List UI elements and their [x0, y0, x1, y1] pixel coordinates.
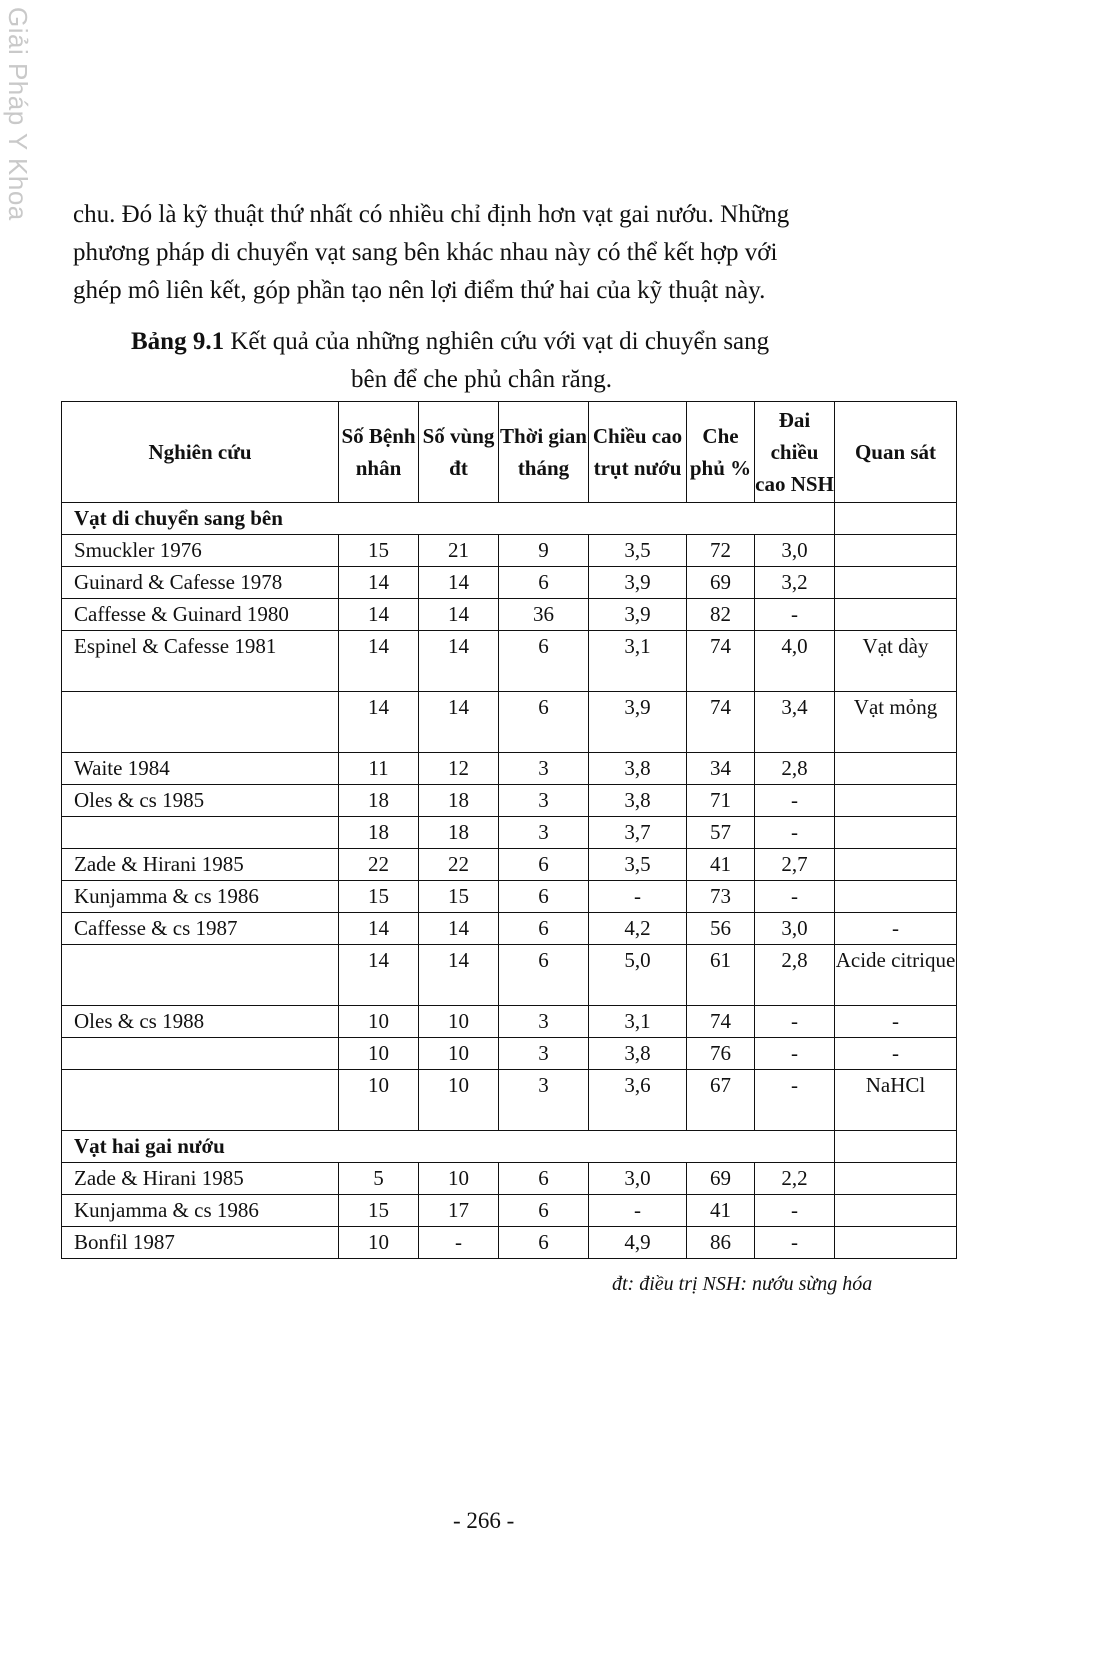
table-row	[62, 599, 957, 631]
cell-coverage: 41	[687, 849, 755, 881]
cell-patients: 15	[339, 535, 419, 567]
cell-keratinized-height: -	[755, 1006, 835, 1038]
cell-coverage: 67	[687, 1070, 755, 1131]
cell-keratinized-height: -	[755, 785, 835, 817]
cell-coverage: 72	[687, 535, 755, 567]
header-sites: Số vùng đt	[419, 402, 499, 503]
cell-duration: 6	[499, 945, 589, 1006]
cell-recession-height: 3,5	[589, 849, 687, 881]
table-row	[62, 535, 957, 567]
cell-coverage: 69	[687, 567, 755, 599]
cell-sites: 10	[419, 1038, 499, 1070]
cell-patients: 14	[339, 692, 419, 753]
cell-coverage: 71	[687, 785, 755, 817]
cell-sites: 18	[419, 785, 499, 817]
cell-patients: 22	[339, 849, 419, 881]
cell-recession-height: 3,5	[589, 535, 687, 567]
cell-observation	[835, 599, 957, 631]
cell-observation: NaHCl	[835, 1070, 957, 1131]
cell-patients: 15	[339, 881, 419, 913]
cell-study: Zade & Hirani 1985	[62, 849, 339, 881]
cell-patients: 10	[339, 1227, 419, 1259]
table-row	[62, 817, 957, 849]
cell-patients: 10	[339, 1006, 419, 1038]
cell-study	[62, 817, 339, 849]
cell-duration: 3	[499, 785, 589, 817]
cell-recession-height: 3,6	[589, 1070, 687, 1131]
cell-keratinized-height: 4,0	[755, 631, 835, 692]
table-row	[62, 1038, 957, 1070]
cell-observation: -	[835, 1006, 957, 1038]
cell-study: Kunjamma & cs 1986	[62, 1195, 339, 1227]
table-row	[62, 849, 957, 881]
cell-duration: 6	[499, 849, 589, 881]
cell-duration: 6	[499, 881, 589, 913]
section-empty-cell	[835, 503, 957, 535]
cell-keratinized-height: 3,0	[755, 913, 835, 945]
cell-patients: 14	[339, 945, 419, 1006]
cell-keratinized-height: -	[755, 599, 835, 631]
body-paragraph	[73, 196, 943, 310]
cell-keratinized-height: 2,8	[755, 945, 835, 1006]
section-label: Vạt di chuyển sang bên	[62, 503, 835, 535]
cell-coverage: 74	[687, 631, 755, 692]
header-patients: Số Bệnh nhân	[339, 402, 419, 503]
cell-study: Waite 1984	[62, 753, 339, 785]
cell-study: Kunjamma & cs 1986	[62, 881, 339, 913]
cell-recession-height: 4,2	[589, 913, 687, 945]
cell-duration: 9	[499, 535, 589, 567]
cell-patients: 10	[339, 1070, 419, 1131]
cell-patients: 14	[339, 567, 419, 599]
cell-observation	[835, 535, 957, 567]
cell-sites: 10	[419, 1163, 499, 1195]
cell-study: Oles & cs 1988	[62, 1006, 339, 1038]
cell-observation	[835, 1227, 957, 1259]
cell-sites: 14	[419, 631, 499, 692]
table-row	[62, 1195, 957, 1227]
cell-observation	[835, 817, 957, 849]
cell-sites: 10	[419, 1070, 499, 1131]
cell-duration: 6	[499, 1163, 589, 1195]
cell-study: Caffesse & cs 1987	[62, 913, 339, 945]
table-row	[62, 567, 957, 599]
cell-coverage: 41	[687, 1195, 755, 1227]
table-row	[62, 1227, 957, 1259]
cell-duration: 6	[499, 631, 589, 692]
table-row	[62, 753, 957, 785]
cell-keratinized-height: -	[755, 881, 835, 913]
cell-recession-height: -	[589, 881, 687, 913]
cell-coverage: 69	[687, 1163, 755, 1195]
cell-coverage: 86	[687, 1227, 755, 1259]
paragraph-line: ghép mô liên kết, góp phần tạo nên lợi điểm thứ hai của kỹ thuật này.	[73, 277, 766, 304]
cell-study: Smuckler 1976	[62, 535, 339, 567]
table-caption-continued: bên để che phủ chân răng.	[351, 366, 612, 393]
cell-recession-height: 3,7	[589, 817, 687, 849]
cell-observation: -	[835, 1038, 957, 1070]
cell-recession-height: 3,9	[589, 692, 687, 753]
cell-study: Guinard & Cafesse 1978	[62, 567, 339, 599]
cell-recession-height: 3,9	[589, 599, 687, 631]
cell-patients: 18	[339, 817, 419, 849]
cell-patients: 18	[339, 785, 419, 817]
cell-sites: 17	[419, 1195, 499, 1227]
cell-keratinized-height: 3,0	[755, 535, 835, 567]
cell-keratinized-height: -	[755, 1195, 835, 1227]
cell-observation	[835, 849, 957, 881]
cell-observation	[835, 567, 957, 599]
cell-recession-height: -	[589, 1195, 687, 1227]
section-empty-cell	[835, 1131, 957, 1163]
cell-study	[62, 1038, 339, 1070]
cell-duration: 6	[499, 692, 589, 753]
cell-duration: 3	[499, 1038, 589, 1070]
cell-patients: 14	[339, 913, 419, 945]
cell-recession-height: 3,9	[589, 567, 687, 599]
cell-patients: 15	[339, 1195, 419, 1227]
cell-duration: 6	[499, 1227, 589, 1259]
cell-coverage: 73	[687, 881, 755, 913]
cell-duration: 6	[499, 913, 589, 945]
cell-sites: 10	[419, 1006, 499, 1038]
cell-recession-height: 3,8	[589, 1038, 687, 1070]
cell-recession-height: 3,0	[589, 1163, 687, 1195]
header-recession-height: Chiều cao trụt nướu	[589, 402, 687, 503]
cell-sites: 14	[419, 692, 499, 753]
cell-recession-height: 3,1	[589, 631, 687, 692]
cell-duration: 6	[499, 567, 589, 599]
header-keratinized-height: Đai chiều cao NSH	[755, 402, 835, 503]
cell-coverage: 82	[687, 599, 755, 631]
cell-sites: 21	[419, 535, 499, 567]
cell-sites: 22	[419, 849, 499, 881]
cell-recession-height: 3,8	[589, 753, 687, 785]
paragraph-line: chu. Đó là kỹ thuật thứ nhất có nhiều chỉ định hơn vạt gai nướu. Những	[73, 201, 790, 228]
cell-observation	[835, 785, 957, 817]
cell-keratinized-height: 2,8	[755, 753, 835, 785]
cell-keratinized-height: -	[755, 1038, 835, 1070]
cell-duration: 3	[499, 1006, 589, 1038]
cell-patients: 10	[339, 1038, 419, 1070]
table-row	[62, 1163, 957, 1195]
cell-coverage: 34	[687, 753, 755, 785]
cell-observation	[835, 881, 957, 913]
cell-recession-height: 5,0	[589, 945, 687, 1006]
cell-keratinized-height: 2,2	[755, 1163, 835, 1195]
section-label: Vạt hai gai nướu	[62, 1131, 835, 1163]
cell-coverage: 61	[687, 945, 755, 1006]
cell-keratinized-height: 3,4	[755, 692, 835, 753]
cell-sites: 18	[419, 817, 499, 849]
cell-keratinized-height: -	[755, 817, 835, 849]
table-footnote: đt: điều trị NSH: nướu sừng hóa	[612, 1273, 873, 1295]
table-row	[62, 785, 957, 817]
cell-sites: 14	[419, 567, 499, 599]
header-study: Nghiên cứu	[62, 402, 339, 503]
cell-coverage: 74	[687, 692, 755, 753]
cell-study: Oles & cs 1985	[62, 785, 339, 817]
watermark: Giải Pháp Y Khoa	[3, 7, 33, 221]
cell-duration: 6	[499, 1195, 589, 1227]
table-row	[62, 692, 957, 753]
cell-observation	[835, 753, 957, 785]
cell-observation	[835, 1195, 957, 1227]
cell-sites: -	[419, 1227, 499, 1259]
cell-keratinized-height: -	[755, 1227, 835, 1259]
cell-sites: 14	[419, 599, 499, 631]
header-coverage: Che phủ %	[687, 402, 755, 503]
cell-recession-height: 4,9	[589, 1227, 687, 1259]
section-row	[62, 1131, 957, 1163]
header-observation: Quan sát	[835, 402, 957, 503]
cell-observation: Vạt dày	[835, 631, 957, 692]
table-caption-label: Bảng 9.1	[131, 328, 225, 355]
table-body	[62, 503, 957, 1259]
table-row	[62, 1070, 957, 1131]
cell-duration: 36	[499, 599, 589, 631]
cell-coverage: 57	[687, 817, 755, 849]
paragraph-line: phương pháp di chuyển vạt sang bên khác nhau này có thể kết hợp với	[73, 239, 778, 266]
table-caption	[131, 328, 769, 356]
cell-observation	[835, 1163, 957, 1195]
cell-coverage: 74	[687, 1006, 755, 1038]
cell-coverage: 56	[687, 913, 755, 945]
results-table	[61, 401, 957, 1259]
table-row	[62, 945, 957, 1006]
table-row	[62, 631, 957, 692]
section-row	[62, 503, 957, 535]
cell-coverage: 76	[687, 1038, 755, 1070]
cell-sites: 14	[419, 945, 499, 1006]
page-number: - 266 -	[453, 1508, 515, 1533]
cell-study: Bonfil 1987	[62, 1227, 339, 1259]
cell-sites: 14	[419, 913, 499, 945]
cell-keratinized-height: 3,2	[755, 567, 835, 599]
cell-duration: 3	[499, 753, 589, 785]
cell-study: Zade & Hirani 1985	[62, 1163, 339, 1195]
table-row	[62, 1006, 957, 1038]
cell-observation: Vạt mỏng	[835, 692, 957, 753]
cell-study: Caffesse & Guinard 1980	[62, 599, 339, 631]
cell-keratinized-height: 2,7	[755, 849, 835, 881]
table-caption-text: Kết quả của những nghiên cứu với vạt di chuyển sang	[224, 328, 770, 355]
cell-keratinized-height: -	[755, 1070, 835, 1131]
cell-observation: -	[835, 913, 957, 945]
cell-duration: 3	[499, 1070, 589, 1131]
header-duration: Thời gian tháng	[499, 402, 589, 503]
cell-sites: 15	[419, 881, 499, 913]
cell-patients: 5	[339, 1163, 419, 1195]
cell-recession-height: 3,1	[589, 1006, 687, 1038]
cell-study	[62, 945, 339, 1006]
cell-study: Espinel & Cafesse 1981	[62, 631, 339, 692]
cell-patients: 14	[339, 599, 419, 631]
cell-sites: 12	[419, 753, 499, 785]
cell-study	[62, 1070, 339, 1131]
table-row	[62, 913, 957, 945]
table-header-row	[62, 402, 957, 503]
cell-observation: Acide citrique	[835, 945, 957, 1006]
table-row	[62, 881, 957, 913]
cell-recession-height: 3,8	[589, 785, 687, 817]
cell-patients: 14	[339, 631, 419, 692]
cell-duration: 3	[499, 817, 589, 849]
cell-patients: 11	[339, 753, 419, 785]
cell-study	[62, 692, 339, 753]
